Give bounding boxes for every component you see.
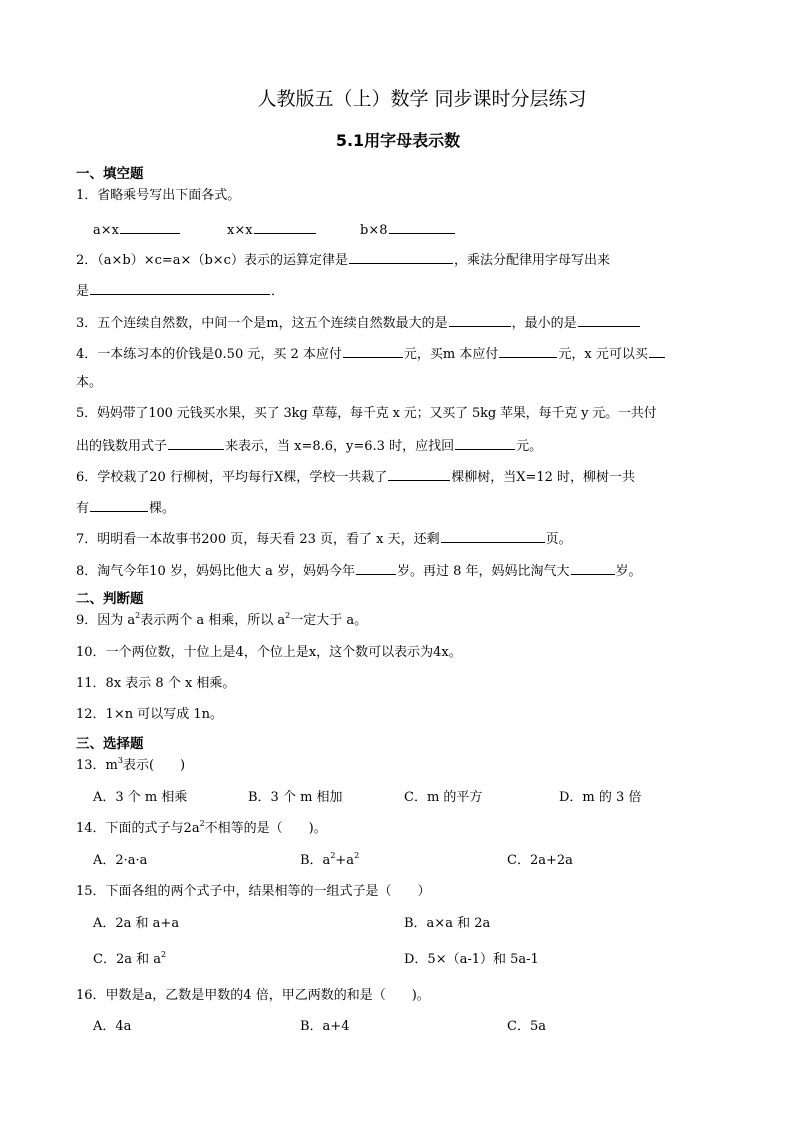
answer-blank[interactable] [455, 436, 515, 450]
q8-text: 岁。再过 8 年，妈妈比淘气大 [396, 564, 570, 579]
answer-blank[interactable] [168, 436, 224, 450]
q14-text: 14．下面的式子与2a [76, 821, 200, 836]
q15-c-text: C．2a 和 a [93, 952, 161, 967]
superscript: 2 [354, 851, 360, 860]
document-subtitle: 5.1用字母表示数 [335, 131, 461, 150]
q4-text: 元，x 元可以买 [558, 347, 648, 362]
q2-text: 2．（a×b）×c=a×（b×c）表示的运算定律是 [76, 253, 348, 268]
section-heading-fill-blank: 一、填空题 [76, 166, 144, 182]
superscript: 2 [135, 611, 141, 620]
q2-text: 是 [76, 284, 90, 299]
answer-blank[interactable] [254, 220, 316, 234]
q3-text: 3．五个连续自然数，中间一个是m，这五个连续自然数最大的是 [76, 316, 448, 331]
question-12: 12．1×n 可以写成 1n。 [76, 707, 223, 722]
question-15-option-c[interactable] [93, 951, 166, 969]
q2-text: ，乘法分配律用字母写出来 [453, 253, 610, 268]
question-1-item-c [360, 220, 456, 240]
question-6-line-2 [76, 498, 175, 518]
q6-text: 有 [76, 501, 90, 516]
question-1-stem: 1．省略乘号写出下面各式。 [76, 188, 241, 203]
question-14-option-a[interactable]: A．2·a·a [93, 853, 148, 868]
superscript: 3 [117, 756, 123, 765]
q1-expr-c: b×8 [360, 223, 388, 238]
document-title: 人教版五（上）数学 同步课时分层练习 [257, 88, 587, 110]
question-16-option-a[interactable]: A．4a [93, 1019, 132, 1034]
section-heading-multiple-choice: 三、选择题 [76, 736, 144, 752]
q3-text: ，最小的是 [511, 316, 577, 331]
question-14-option-c[interactable]: C．2a+2a [507, 853, 573, 868]
question-13-option-a[interactable]: A．3 个 m 相乘 [93, 790, 188, 805]
question-6-line-1 [76, 467, 635, 487]
answer-blank[interactable] [356, 561, 396, 575]
question-10: 10．一个两位数，十位上是4，个位上是x，这个数可以表示为4x。 [76, 645, 462, 660]
question-15-option-b[interactable]: B．a×a 和 2a [404, 916, 491, 931]
q4-text: 4．一本练习本的价钱是0.50 元，买 2 本应付 [76, 347, 342, 362]
q13-text: 表示( ) [122, 758, 186, 773]
q5-text: 来表示，当 x=8.6，y=6.3 时，应找回 [225, 439, 455, 454]
q5-text: 元。 [516, 439, 543, 454]
question-11: 11．8x 表示 8 个 x 相乘。 [76, 676, 236, 691]
question-5-line-1: 5．妈妈带了100 元钱买水果，买了 3kg 草莓，每千克 x 元；又买了 5kg 苹果，每千克 y 元。一共付 [76, 406, 657, 421]
question-13-stem [76, 757, 185, 775]
q14-b-text: +a [335, 853, 355, 868]
question-8 [76, 561, 642, 581]
question-14-option-b[interactable] [300, 852, 359, 870]
superscript: 2 [330, 851, 336, 860]
question-9 [76, 612, 367, 630]
question-5-line-2 [76, 436, 542, 456]
answer-blank[interactable] [343, 344, 403, 358]
q13-text: 13．m [76, 758, 118, 773]
question-3 [76, 313, 641, 333]
question-16-stem: 16．甲数是a，乙数是甲数的4 倍，甲乙两数的和是（ )。 [76, 988, 430, 1003]
superscript: 2 [160, 950, 167, 959]
question-16-option-c[interactable]: C．5a [507, 1019, 546, 1034]
answer-blank[interactable] [449, 313, 511, 327]
q2-text: ． [271, 284, 285, 299]
question-4-line-1 [76, 344, 666, 364]
question-2-line-1 [76, 250, 610, 270]
answer-blank[interactable] [649, 344, 665, 358]
q8-text: 8．淘气今年10 岁，妈妈比他大 a 岁，妈妈今年 [76, 564, 355, 579]
q4-text: 元，买m 本应付 [403, 347, 499, 362]
question-15-option-d[interactable]: D．5×（a-1）和 5a-1 [404, 952, 539, 967]
q14-b-text: B．a [300, 853, 331, 868]
q6-text: 棵。 [149, 501, 176, 516]
answer-blank[interactable] [349, 250, 453, 264]
question-14-stem [76, 820, 327, 838]
question-13-option-b[interactable]: B．3 个 m 相加 [248, 790, 343, 805]
answer-blank[interactable] [441, 529, 545, 543]
answer-blank[interactable] [571, 561, 615, 575]
question-1-item-b [227, 220, 317, 240]
superscript: 2 [199, 819, 205, 828]
question-15-option-a[interactable]: A．2a 和 a+a [93, 916, 180, 931]
answer-blank[interactable] [578, 313, 640, 327]
q9-text: 一定大于 a。 [290, 613, 368, 628]
question-16-option-b[interactable]: B．a+4 [300, 1019, 350, 1034]
question-2-line-2 [76, 281, 284, 301]
q7-text: 页。 [545, 532, 572, 547]
answer-blank[interactable] [389, 220, 455, 234]
question-13-option-d[interactable]: D．m 的 3 倍 [559, 790, 642, 805]
q1-expr-a: a×x [93, 223, 119, 238]
q6-text: 6．学校栽了20 行柳树，平均每行Ⅹ棵，学校一共栽了 [76, 470, 388, 485]
answer-blank[interactable] [90, 498, 148, 512]
superscript: 2 [285, 611, 291, 620]
q9-text: 表示两个 a 相乘，所以 a [140, 613, 286, 628]
question-15-stem: 15．下面各组的两个式子中，结果相等的一组式子是（ ） [76, 884, 431, 899]
answer-blank[interactable] [120, 220, 180, 234]
answer-blank[interactable] [499, 344, 557, 358]
answer-blank[interactable] [388, 467, 450, 481]
question-4-line-2: 本。 [76, 375, 103, 390]
question-7 [76, 529, 572, 549]
q9-text: 9．因为 a [76, 613, 136, 628]
question-13-option-c[interactable]: C．m 的平方 [404, 790, 483, 805]
q14-text: 不相等的是（ )。 [204, 821, 327, 836]
q6-text: 棵柳树，当Ⅹ=12 时，柳树一共 [451, 470, 636, 485]
q5-text: 出的钱数用式子 [76, 439, 168, 454]
q7-text: 7．明明看一本故事书200 页，每天看 23 页，看了 x 天，还剩 [76, 532, 440, 547]
q1-expr-b: x×x [227, 223, 253, 238]
q8-text: 岁。 [615, 564, 642, 579]
question-1-item-a [93, 220, 181, 240]
answer-blank[interactable] [90, 281, 270, 295]
section-heading-true-false: 二、判断题 [76, 591, 144, 607]
